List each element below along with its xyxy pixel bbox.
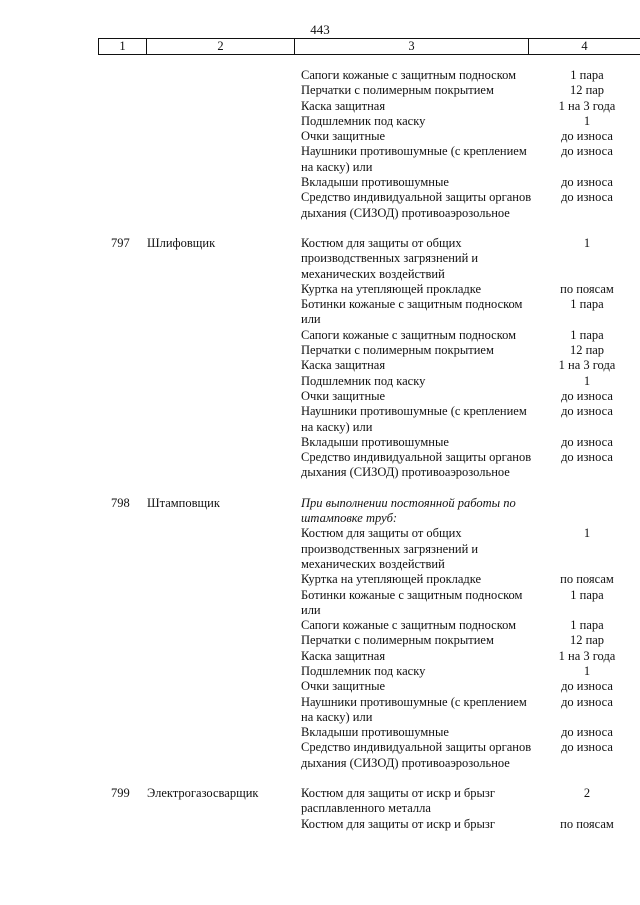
ppe-item: [0, 618, 640, 633]
ppe-item-name: Очки защитные: [301, 129, 386, 144]
header-col-4: 4: [528, 39, 640, 54]
table-body: [0, 68, 640, 832]
ppe-item-name: Костюм для защиты от искр и брызг расплавленного металла: [301, 786, 496, 816]
ppe-item-quantity: до износа: [561, 388, 613, 403]
ppe-item-name: Сапоги кожаные с защитным подноском: [301, 618, 517, 633]
ppe-item: [0, 129, 640, 144]
ppe-item-quantity: 1 пара: [570, 327, 604, 342]
ppe-item-name: Костюм для защиты от общих производственных загрязнений и механических воздействий: [301, 526, 479, 571]
ppe-item-quantity: по поясам: [560, 281, 614, 296]
ppe-item-quantity: до износа: [561, 129, 613, 144]
ppe-item-quantity: 1: [583, 526, 591, 541]
ppe-item-name: Средство индивидуальной защиты органов дыхания (СИЗОД) противоаэрозольное: [301, 450, 532, 480]
ppe-item: [0, 435, 640, 450]
ppe-item-name: Костюм для защиты от искр и брызг: [301, 816, 496, 831]
ppe-item-quantity: по поясам: [560, 816, 614, 831]
ppe-item-name: Костюм для защиты от общих производственных загрязнений и механических воздействий: [301, 235, 479, 281]
ppe-item-quantity: до износа: [561, 190, 613, 205]
ppe-item-name: Сапоги кожаные с защитным подноском: [301, 327, 517, 342]
ppe-item-name: Наушники противошумные (с креплением на каску) или: [301, 144, 527, 174]
continued-entry: [0, 68, 640, 221]
ppe-item-name: Каска защитная: [301, 358, 386, 373]
ppe-item: [0, 175, 640, 190]
ppe-item-quantity: 12 пар: [569, 343, 605, 358]
ppe-item-quantity: 1: [583, 113, 591, 128]
ppe-item-quantity: до износа: [561, 679, 613, 694]
ppe-item: [0, 68, 640, 83]
ppe-item-quantity: 1: [583, 373, 591, 388]
ppe-item: [0, 389, 640, 404]
ppe-item: [0, 374, 640, 389]
ppe-item-quantity: до износа: [561, 175, 613, 190]
ppe-item-quantity: до износа: [561, 694, 613, 709]
ppe-item: [0, 450, 640, 481]
ppe-item-name: Перчатки с полимерным покрытием: [301, 343, 494, 358]
ppe-item-name: Перчатки с полимерным покрытием: [301, 633, 494, 648]
ppe-item-quantity: до износа: [561, 740, 613, 755]
page-number: 443: [310, 22, 330, 37]
ppe-item-quantity: 2: [583, 786, 591, 801]
ppe-item: [0, 633, 640, 648]
ppe-item: [0, 83, 640, 98]
work-condition-note: При выполнении постоянной работы по штамповке труб:: [301, 495, 516, 526]
ppe-item-quantity: 1 пара: [570, 68, 604, 82]
ppe-item-name: Средство индивидуальной защиты органов дыхания (СИЗОД) противоаэрозольное: [301, 190, 532, 220]
ppe-item-name: Куртка на утепляющей прокладке: [301, 572, 482, 587]
profession-name: Электрогазосварщик: [147, 786, 259, 801]
ppe-item-quantity: 1 пара: [570, 587, 604, 602]
ppe-item-quantity: 1 на 3 года: [558, 648, 616, 663]
ppe-item-name: Средство индивидуальной защиты органов дыхания (СИЗОД) противоаэрозольное: [301, 740, 532, 770]
ppe-item-name: Перчатки с полимерным покрытием: [301, 83, 494, 98]
header-col-3: 3: [294, 39, 528, 54]
ppe-item-name: Подшлемник под каску: [301, 373, 426, 388]
ppe-item-name: Наушники противошумные (с креплением на каску) или: [301, 404, 527, 434]
ppe-item-quantity: 1 на 3 года: [558, 98, 616, 113]
ppe-item: [0, 236, 640, 282]
ppe-item: [0, 282, 640, 297]
ppe-item: [0, 695, 640, 726]
ppe-item: [0, 343, 640, 358]
ppe-item-quantity: 1 пара: [570, 297, 604, 312]
profession-entry: [0, 236, 640, 481]
ppe-item: [0, 572, 640, 587]
entry-number: 798: [111, 495, 130, 510]
profession-name: Шлифовщик: [147, 235, 216, 250]
ppe-item: [0, 725, 640, 740]
entry-number: 799: [111, 786, 130, 801]
ppe-item-quantity: 1 на 3 года: [558, 358, 616, 373]
ppe-item: [0, 817, 640, 832]
ppe-item-name: Каска защитная: [301, 98, 386, 113]
ppe-item-quantity: до износа: [561, 725, 613, 740]
ppe-item: [0, 740, 640, 771]
ppe-item: [0, 588, 640, 619]
ppe-item-name: Наушники противошумные (с креплением на каску) или: [301, 694, 527, 724]
ppe-item-quantity: до износа: [561, 450, 613, 465]
ppe-item-quantity: до износа: [561, 144, 613, 159]
ppe-item: [0, 190, 640, 221]
ppe-item-quantity: 1 пара: [570, 618, 604, 633]
ppe-item-quantity: 12 пар: [569, 83, 605, 98]
entry-number: 797: [111, 235, 130, 250]
ppe-item-name: Вкладыши противошумные: [301, 175, 449, 190]
ppe-item-name: Вкладыши противошумные: [301, 434, 449, 449]
ppe-item: [0, 786, 640, 817]
ppe-item-quantity: до износа: [561, 434, 613, 449]
profession-name: Штамповщик: [147, 495, 220, 510]
ppe-item-quantity: до износа: [561, 404, 613, 419]
ppe-item-name: Ботинки кожаные с защитным подноском или: [301, 297, 523, 327]
ppe-item-name: Сапоги кожаные с защитным подноском: [301, 68, 517, 82]
ppe-item: [0, 144, 640, 175]
ppe-item-name: Подшлемник под каску: [301, 113, 426, 128]
ppe-item: [0, 679, 640, 694]
ppe-item: [0, 328, 640, 343]
ppe-item-quantity: 1: [583, 663, 591, 678]
ppe-item-quantity: по поясам: [560, 572, 614, 587]
ppe-item-quantity: 12 пар: [569, 633, 605, 648]
ppe-item: [0, 114, 640, 129]
ppe-item: [0, 649, 640, 664]
profession-entry: [0, 496, 640, 771]
ppe-item-name: Каска защитная: [301, 648, 386, 663]
header-col-2: 2: [146, 39, 294, 54]
ppe-item-name: Куртка на утепляющей прокладке: [301, 281, 482, 296]
ppe-item: [0, 99, 640, 114]
ppe-item: [0, 526, 640, 572]
ppe-item: [0, 664, 640, 679]
ppe-item-name: Ботинки кожаные с защитным подноском или: [301, 587, 523, 617]
ppe-item: [0, 297, 640, 328]
ppe-item-name: Подшлемник под каску: [301, 663, 426, 678]
profession-entry: [0, 786, 640, 832]
ppe-item-name: Очки защитные: [301, 679, 386, 694]
ppe-item-name: Очки защитные: [301, 388, 386, 403]
ppe-item-quantity: 1: [583, 235, 591, 250]
ppe-item-name: Вкладыши противошумные: [301, 725, 449, 740]
table-header: [98, 38, 640, 55]
ppe-item: [0, 358, 640, 373]
header-col-1: 1: [98, 39, 146, 54]
ppe-item: [0, 404, 640, 435]
